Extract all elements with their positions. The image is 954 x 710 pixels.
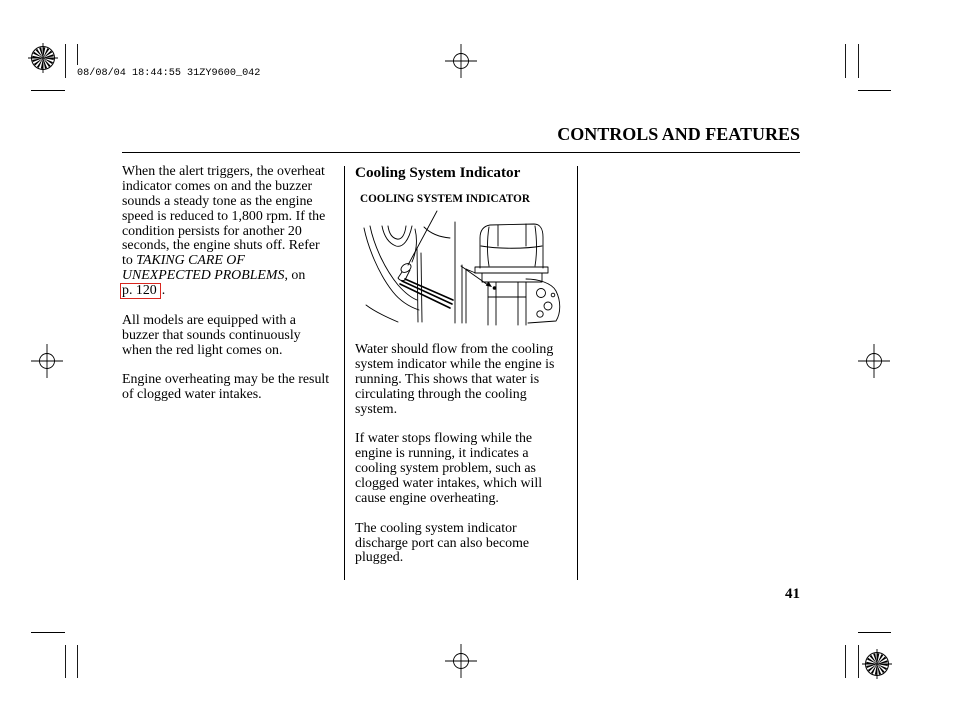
crosshair-mark-right-middle <box>858 344 890 378</box>
text-line: cause engine overheating. <box>355 490 499 506</box>
text-line: when the red light comes on. <box>122 342 283 358</box>
page-number: 41 <box>785 586 800 602</box>
text-line: cooling system problem, such as <box>355 461 536 477</box>
text-line: indicator comes on and the buzzer <box>122 178 313 194</box>
text-line: If water stops flowing while the <box>355 431 533 447</box>
crosshair-mark-left-middle <box>31 344 63 378</box>
paragraph-overheat-alert <box>122 165 337 299</box>
crosshair-mark-bottom-center <box>445 644 477 678</box>
crop-mark-bottom-right <box>846 633 892 679</box>
text-line: seconds, the engine shuts off. Refer <box>122 238 320 254</box>
text-line: When the alert triggers, the overheat <box>122 164 325 179</box>
middle-column-body <box>355 343 570 566</box>
paragraph-water-flow <box>355 343 570 417</box>
print-timestamp: 08/08/04 18:44:55 31ZY9600_042 <box>77 68 261 79</box>
text-line: sounds a steady tone as the engine <box>122 193 313 209</box>
crop-mark-bottom-left <box>31 633 78 679</box>
text-line: The cooling system indicator <box>355 520 517 536</box>
crop-mark-top-left <box>31 44 78 91</box>
reference-connector: , on <box>284 268 306 284</box>
registration-target-bottom-right <box>862 649 892 679</box>
figure-label-leader-line <box>408 211 437 265</box>
left-column <box>122 165 337 403</box>
text-line <box>122 269 337 284</box>
registration-target-top-left <box>28 43 58 73</box>
text-line <box>122 284 337 299</box>
reference-prefix: to <box>122 253 137 269</box>
text-line: running. This shows that water is <box>355 371 540 387</box>
text-line: Water should flow from the cooling <box>355 342 554 357</box>
text-line: clogged water intakes, which will <box>355 476 543 492</box>
indicator-nozzle <box>398 262 413 281</box>
paragraph-overheating-cause <box>122 373 337 403</box>
text-line: condition persists for another 20 <box>122 223 302 239</box>
water-stream <box>400 279 453 308</box>
text-line <box>122 254 337 269</box>
text-line: Engine overheating may be the result <box>122 372 330 388</box>
cooling-system-indicator-heading: Cooling System Indicator <box>355 164 521 181</box>
reference-end-punctuation: . <box>161 283 166 299</box>
text-line: All models are equipped with a <box>122 312 296 328</box>
text-line: discharge port can also become <box>355 535 530 551</box>
indicator-closeup-view <box>364 222 455 323</box>
crop-mark-top-right <box>846 44 892 91</box>
column-divider-right <box>577 166 578 580</box>
text-line: buzzer that sounds continuously <box>122 327 301 343</box>
page-reference-link[interactable]: p. 120 <box>122 283 157 299</box>
paragraph-discharge-port <box>355 522 570 567</box>
text-line: system indicator while the engine is <box>355 356 555 372</box>
column-divider-left <box>344 166 345 580</box>
text-line: plugged. <box>355 550 404 566</box>
reference-title-part-2: UNEXPECTED PROBLEMS <box>122 268 285 284</box>
text-line: of clogged water intakes. <box>122 387 262 403</box>
header-rule <box>122 152 800 153</box>
paragraph-buzzer <box>122 314 337 359</box>
figure-label: COOLING SYSTEM INDICATOR <box>360 193 530 205</box>
crosshair-mark-top-center <box>445 44 477 78</box>
paragraph-water-stops <box>355 432 570 506</box>
outboard-motor-view <box>462 224 560 325</box>
text-line: engine is running, it indicates a <box>355 446 529 462</box>
indicator-discharge-port <box>493 286 497 290</box>
text-line: circulating through the cooling <box>355 386 527 402</box>
text-line: speed is reduced to 1,800 rpm. If the <box>122 208 326 224</box>
text-line: system. <box>355 401 398 417</box>
cooling-system-indicator-illustration <box>358 205 564 327</box>
reference-title-part-1: TAKING CARE OF <box>136 253 245 269</box>
section-title: CONTROLS AND FEATURES <box>557 124 800 144</box>
